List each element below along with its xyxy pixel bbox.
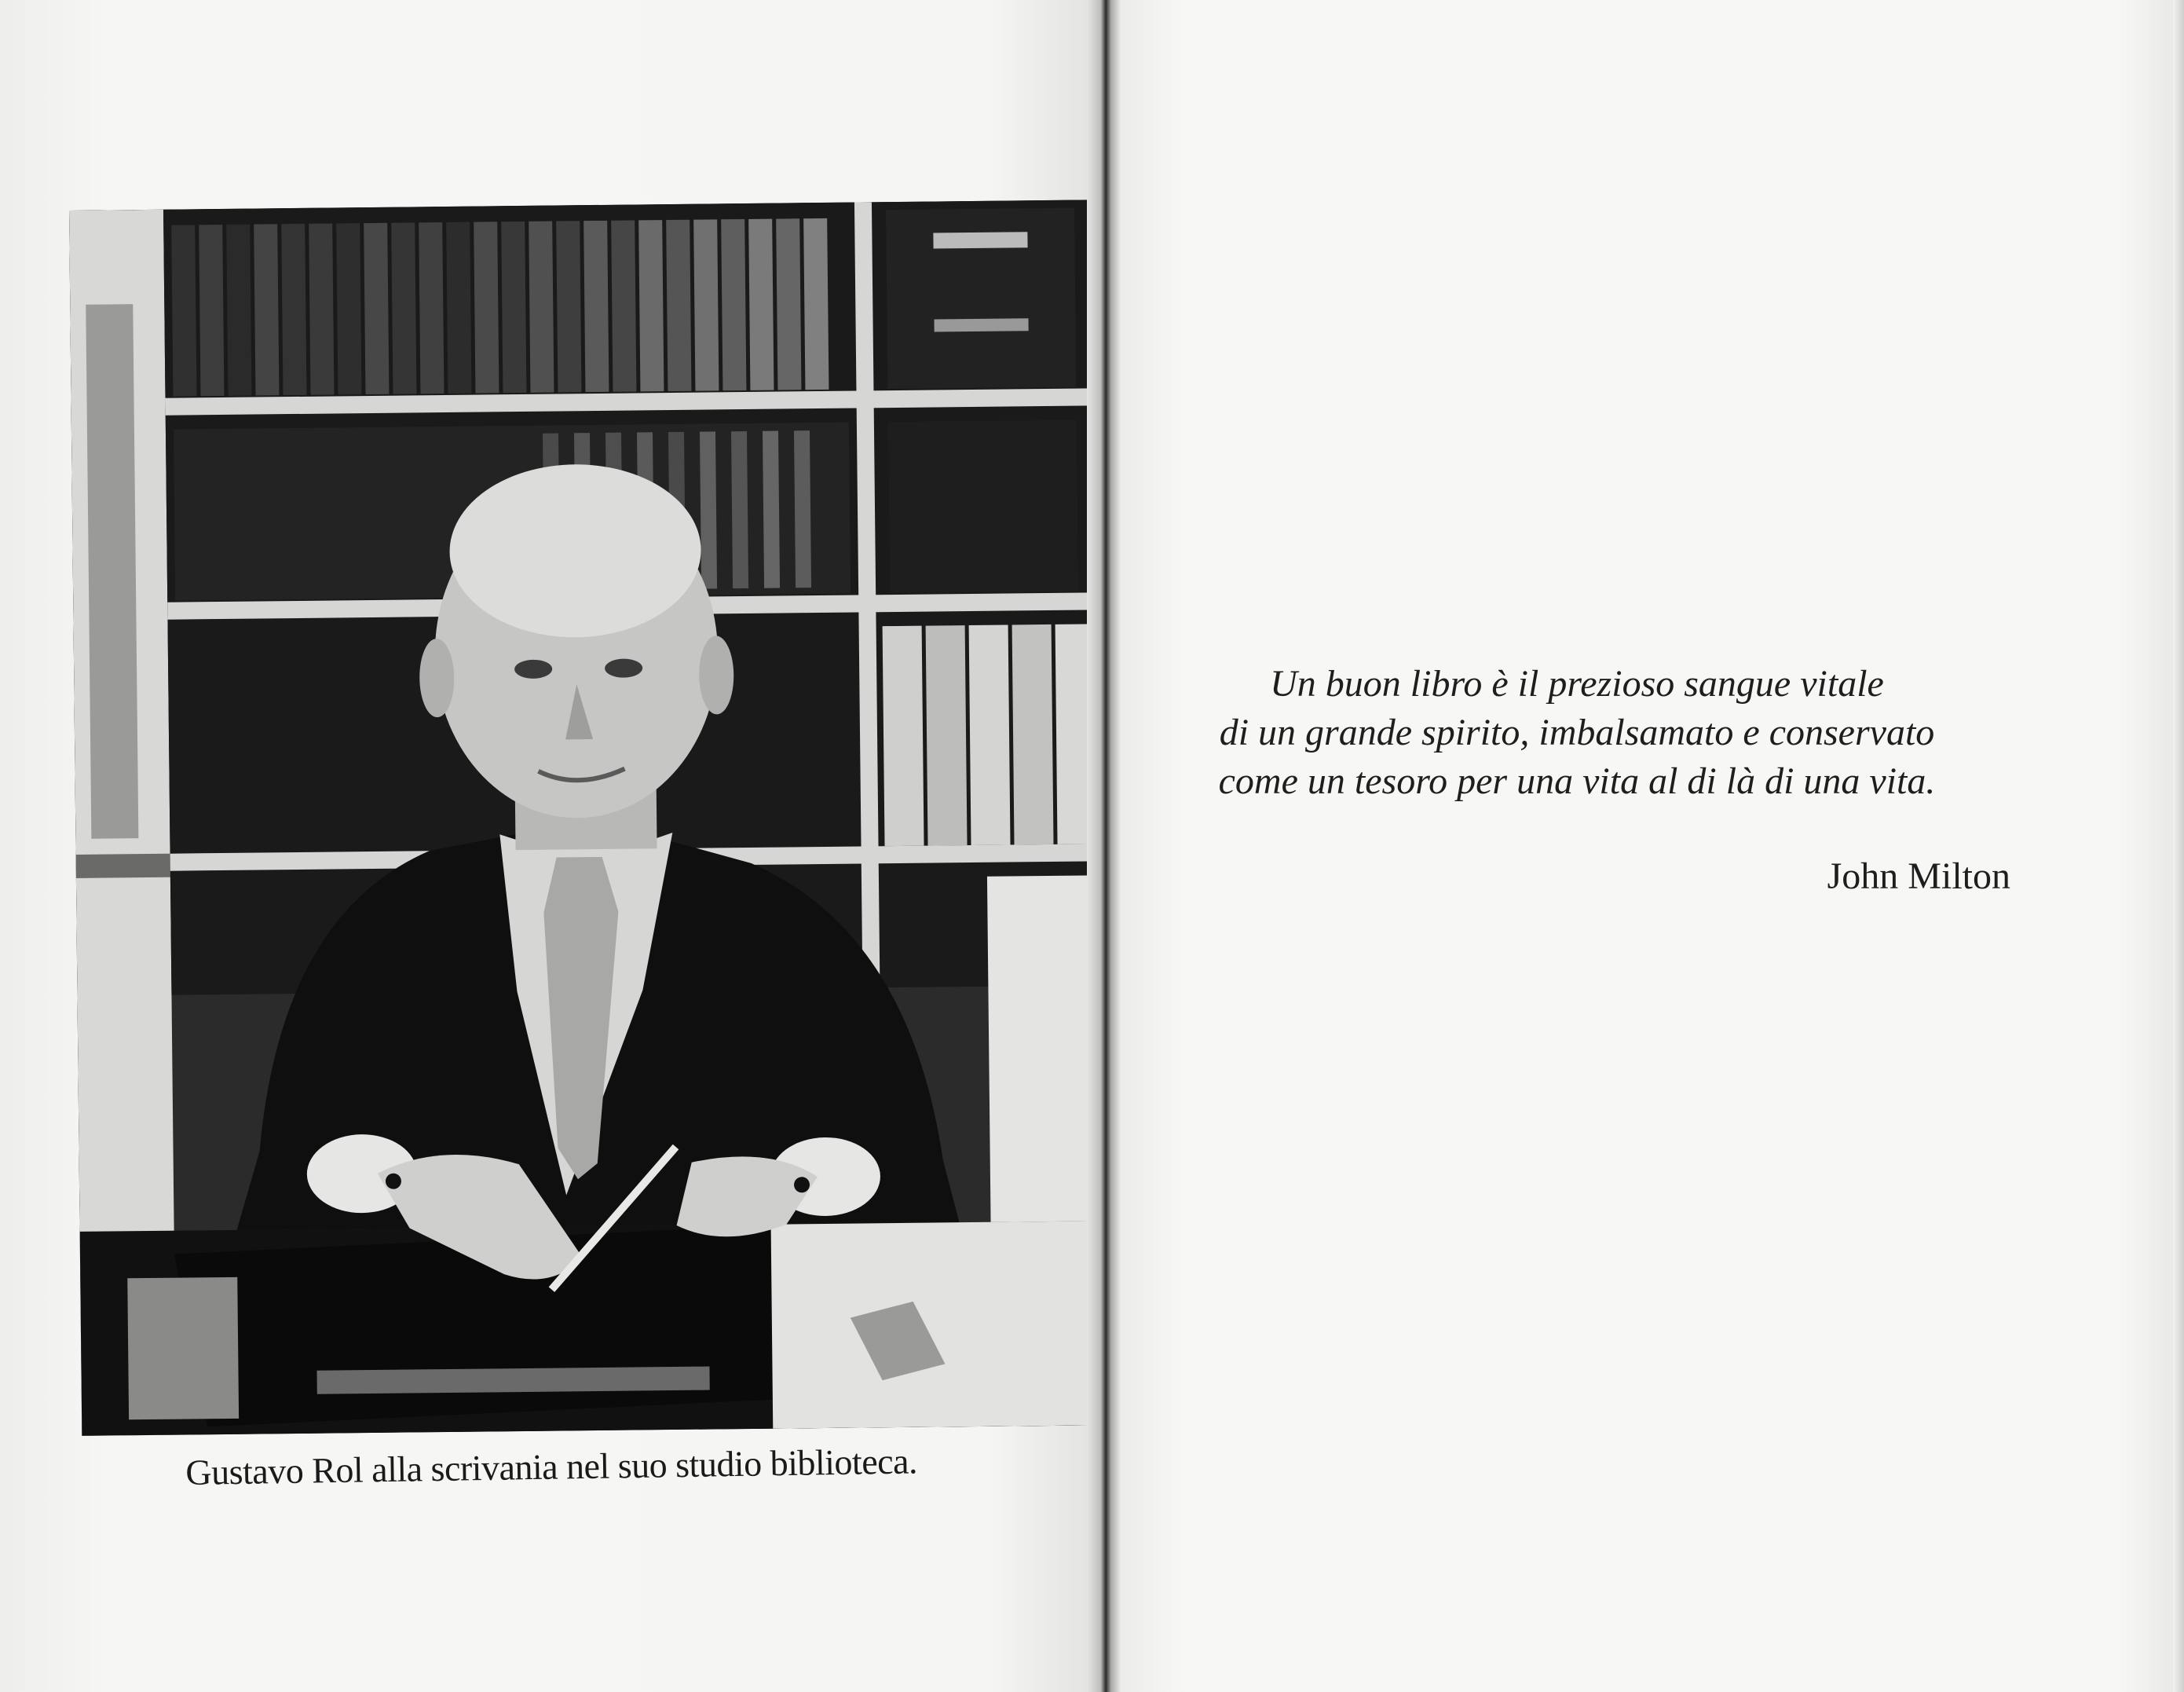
- book-gutter: [1087, 0, 1121, 1692]
- quote-line: di un grande spirito, imbalsamato e conservato: [1219, 712, 1935, 753]
- quote-line: come un tesoro per una vita al di là di una vita.: [1218, 760, 1936, 802]
- portrait-photograph: [69, 200, 1103, 1436]
- quote-attribution: John Milton: [1827, 855, 2010, 897]
- page-edge: [2173, 0, 2184, 1692]
- epigraph-quote: [1184, 660, 1970, 806]
- quote-line: Un buon libro è il prezioso sangue vitale: [1270, 663, 1884, 705]
- right-page: [1121, 0, 2184, 1692]
- photo-caption: Gustavo Rol alla scrivania nel suo studio biblioteca.: [185, 1441, 918, 1492]
